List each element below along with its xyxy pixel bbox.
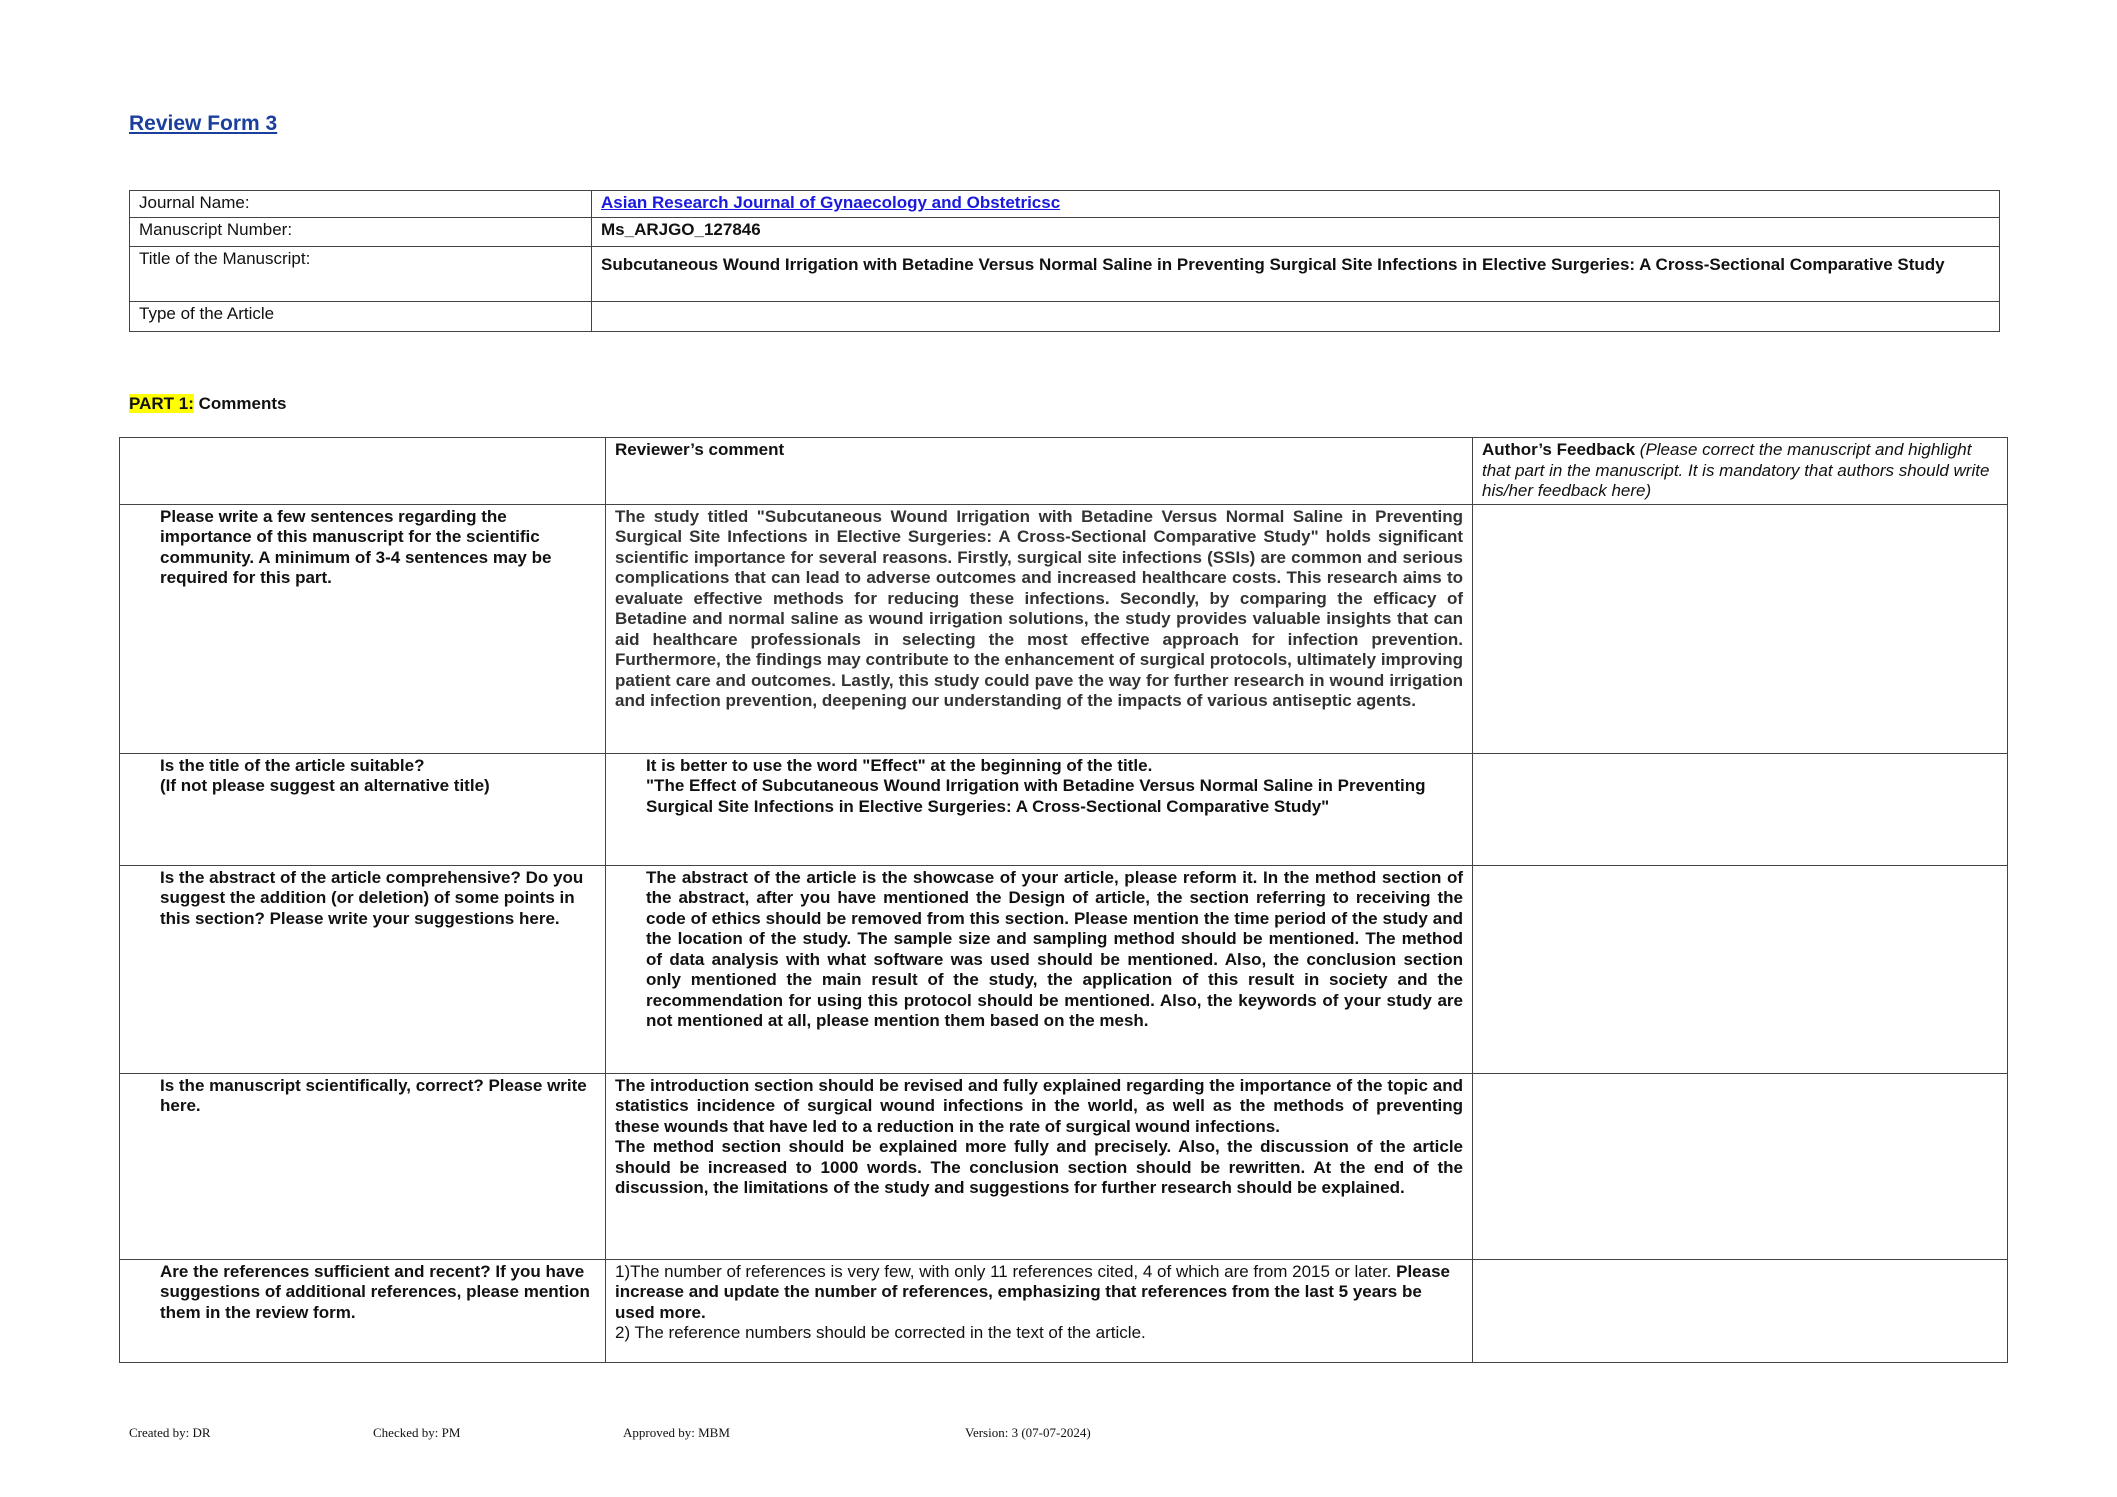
footer-created: Created by: DR xyxy=(129,1425,211,1440)
author-feedback[interactable] xyxy=(1473,1259,2008,1362)
comments-table xyxy=(119,437,2008,1363)
header-author xyxy=(1473,438,2008,505)
question: Is the manuscript scientifically, correct? Please write here. xyxy=(120,1073,606,1259)
table-row xyxy=(120,865,2008,1073)
article-type-label: Type of the Article xyxy=(130,302,592,332)
part-heading xyxy=(129,394,286,414)
author-feedback[interactable] xyxy=(1473,1073,2008,1259)
reviewer-comment: The study titled "Subcutaneous Wound Irrigation with Betadine Versus Normal Saline in Preventing Surgical Site Infections in Elective Surgeries: A Cross-Sectional Comparative Study" holds significant scientific importance for several reasons. Firstly, surgical site infections (SSIs) are common and serious complications that can lead to adverse outcomes and increased healthcare costs. This research aims to evaluate effective methods for reducing these infections. Secondly, by comparing the efficacy of Betadine and normal saline as wound irrigation solutions, the study provides valuable insights that can aid healthcare professionals in selecting the most effective approach for infection prevention. Furthermore, the findings may contribute to the enhancement of surgical protocols, ultimately improving patient care and outcomes. Lastly, this study could pave the way for further research in wound irrigation and infection prevention, deepening our understanding of the impacts of various antiseptic agents. xyxy=(606,504,1473,753)
part-title: Comments xyxy=(198,394,287,413)
form-title: Review Form 3 xyxy=(129,112,278,135)
question: Is the abstract of the article comprehensive? Do you suggest the addition (or deletion) of some points in this section? Please write your suggestions here. xyxy=(120,865,606,1073)
footer-checked: Checked by: PM xyxy=(373,1425,461,1440)
article-type-value xyxy=(592,302,2000,332)
header-blank xyxy=(120,438,606,505)
header-reviewer: Reviewer’s comment xyxy=(606,438,1473,505)
table-row xyxy=(120,1259,2008,1362)
manuscript-title-value: Subcutaneous Wound Irrigation with Betadine Versus Normal Saline in Preventing Surgical Site Infections in Elective Surgeries: A Cross-Sectional Comparative Study xyxy=(592,247,2000,302)
reviewer-comment: The abstract of the article is the showcase of your article, please reform it. In the method section of the abstract, after you have mentioned the Design of article, the section referring to receiving the code of ethics should be removed from this section. Please mention the time period of the study and the location of the study. The sample size and sampling method should be mentioned. The method of data analysis with what software was used should be mentioned. Also, the conclusion section only mentioned the main result of the study, the application of this result in society and the recommendation for using this protocol should be mentioned. Also, the keywords of your study are not mentioned at all, please mention them based on the mesh. xyxy=(606,865,1473,1073)
reviewer-comment: It is better to use the word "Effect" at the beginning of the title. "The Effect of Subcutaneous Wound Irrigation with Betadine Versus Normal Saline in Preventing Surgical Site Infections in Elective Surgeries: A Cross-Sectional Comparative Study" xyxy=(606,753,1473,865)
table-row xyxy=(120,504,2008,753)
reviewer-comment: The introduction section should be revised and fully explained regarding the importance of the topic and statistics incidence of surgical wound infections in the world, as well as the methods of preventing these wounds that have led to a reduction in the rate of surgical wound infections. The method section should be explained more fully and precisely. Also, the discussion of the article should be increased to 1000 words. The conclusion section should be rewritten. At the end of the discussion, the limitations of the study and suggestions for further research should be explained. xyxy=(606,1073,1473,1259)
manuscript-number-label: Manuscript Number: xyxy=(130,218,592,247)
footer-version: Version: 3 (07-07-2024) xyxy=(965,1425,1091,1440)
author-feedback[interactable] xyxy=(1473,865,2008,1073)
header-author-note: (Please correct the manuscript and highlight that part in the manuscript. It is mandatory that authors should write his/her feedback here) xyxy=(1482,440,1990,500)
manuscript-title-label: Title of the Manuscript: xyxy=(130,247,592,302)
part-label: PART 1: xyxy=(129,394,194,413)
author-feedback[interactable] xyxy=(1473,504,2008,753)
footer-approved: Approved by: MBM xyxy=(623,1425,730,1440)
question: Are the references sufficient and recent? If you have suggestions of additional references, please mention them in the review form. xyxy=(120,1259,606,1362)
journal-link[interactable]: Asian Research Journal of Gynaecology and Obstetricsc xyxy=(601,193,1061,212)
question: Is the title of the article suitable? (If not please suggest an alternative title) xyxy=(120,753,606,865)
table-row xyxy=(120,1073,2008,1259)
comment-part-bold: Please increase and update the number of references, emphasizing that references from the last 5 years be used more. xyxy=(615,1261,1451,1322)
journal-label: Journal Name: xyxy=(130,191,592,218)
manuscript-number-value: Ms_ARJGO_127846 xyxy=(592,218,2000,247)
header-author-label: Author’s Feedback xyxy=(1482,440,1636,459)
table-row xyxy=(120,753,2008,865)
comment-part: 2) The reference numbers should be corrected in the text of the article. xyxy=(615,1323,1146,1342)
table-header-row xyxy=(120,438,2008,505)
reviewer-comment xyxy=(606,1259,1473,1362)
manuscript-info-table xyxy=(129,190,2000,332)
author-feedback[interactable] xyxy=(1473,753,2008,865)
comment-part: 1)The number of references is very few, with only 11 references cited, 4 of which are from 2015 or later. xyxy=(615,1261,1397,1281)
question: Please write a few sentences regarding the importance of this manuscript for the scientific community. A minimum of 3-4 sentences may be required for this part. xyxy=(120,504,606,753)
